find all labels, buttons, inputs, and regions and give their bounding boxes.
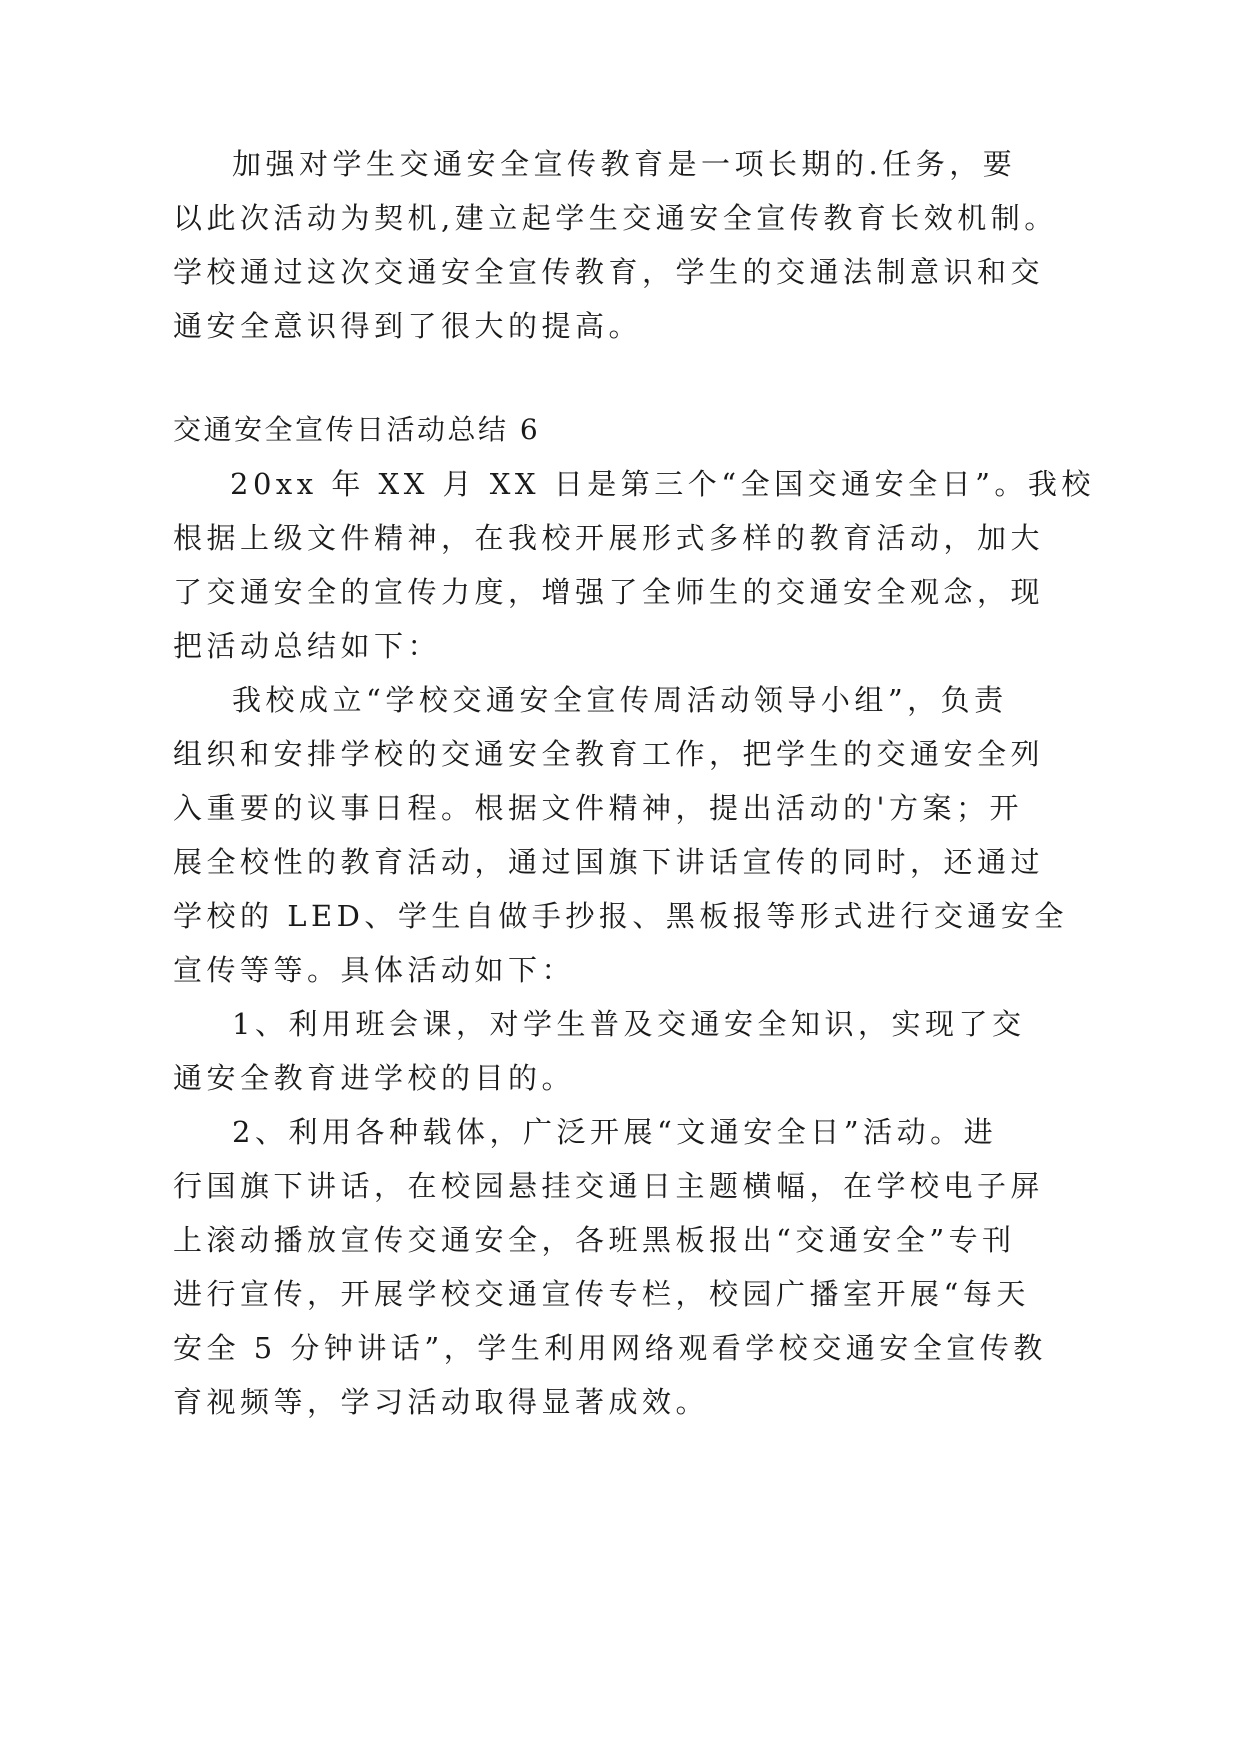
- item-2-line-2: 行国旗下讲话，在校园悬挂交通日主题横幅，在学校电子屏: [173, 1169, 1045, 1203]
- item-1-line-2: 通安全教育进学校的目的。: [173, 1061, 576, 1095]
- item-2-line-5: 安全 5 分钟讲话”，学生利用网络观看学校交通安全宣传教: [173, 1331, 1047, 1365]
- item-2-line-3: 上滚动播放宣传交通安全，各班黑板报出“交通安全”专刊: [173, 1223, 1016, 1257]
- paragraph-3-line-4: 展全校性的教育活动，通过国旗下讲话宣传的同时，还通过: [173, 845, 1045, 879]
- paragraph-3-line-3: 入重要的议事日程。根据文件精神，提出活动的'方案；开: [173, 791, 1023, 825]
- paragraph-1-line-2: 以此次活动为契机,建立起学生交通安全宣传教育长效机制。: [173, 201, 1058, 235]
- paragraph-2-line-2: 根据上级文件精神，在我校开展形式多样的教育活动，加大: [173, 521, 1045, 555]
- paragraph-3-line-5: 学校的 LED、学生自做手抄报、黑板报等形式进行交通安全: [173, 899, 1068, 933]
- item-2-line-1: 2、利用各种载体，广泛开展“文通安全日”活动。进: [232, 1115, 998, 1149]
- paragraph-2-line-3: 了交通安全的宣传力度，增强了全师生的交通安全观念，现: [173, 575, 1045, 609]
- paragraph-2-line-4: 把活动总结如下：: [173, 629, 442, 663]
- paragraph-1-line-1: 加强对学生交通安全宣传教育是一项长期的.任务，要: [232, 147, 1017, 181]
- item-1-line-1: 1、利用班会课，对学生普及交通安全知识，实现了交: [232, 1007, 1026, 1041]
- item-2-line-4: 进行宣传，开展学校交通宣传专栏，校园广播室开展“每天: [173, 1277, 1030, 1311]
- paragraph-2-line-1: 20xx 年 XX 月 XX 日是第三个“全国交通安全日”。我校: [230, 467, 1095, 501]
- paragraph-3-line-2: 组织和安排学校的交通安全教育工作，把学生的交通安全列: [173, 737, 1045, 771]
- paragraph-3-line-1: 我校成立“学校交通安全宣传周活动领导小组”，负责: [232, 683, 1008, 717]
- paragraph-1-line-4: 通安全意识得到了很大的提高。: [173, 309, 643, 343]
- item-2-line-6: 育视频等，学习活动取得显著成效。: [173, 1385, 710, 1419]
- section-title: 交通安全宣传日活动总结 6: [173, 413, 541, 446]
- paragraph-3-line-6: 宣传等等。具体活动如下：: [173, 953, 576, 987]
- paragraph-1-line-3: 学校通过这次交通安全宣传教育，学生的交通法制意识和交: [173, 255, 1045, 289]
